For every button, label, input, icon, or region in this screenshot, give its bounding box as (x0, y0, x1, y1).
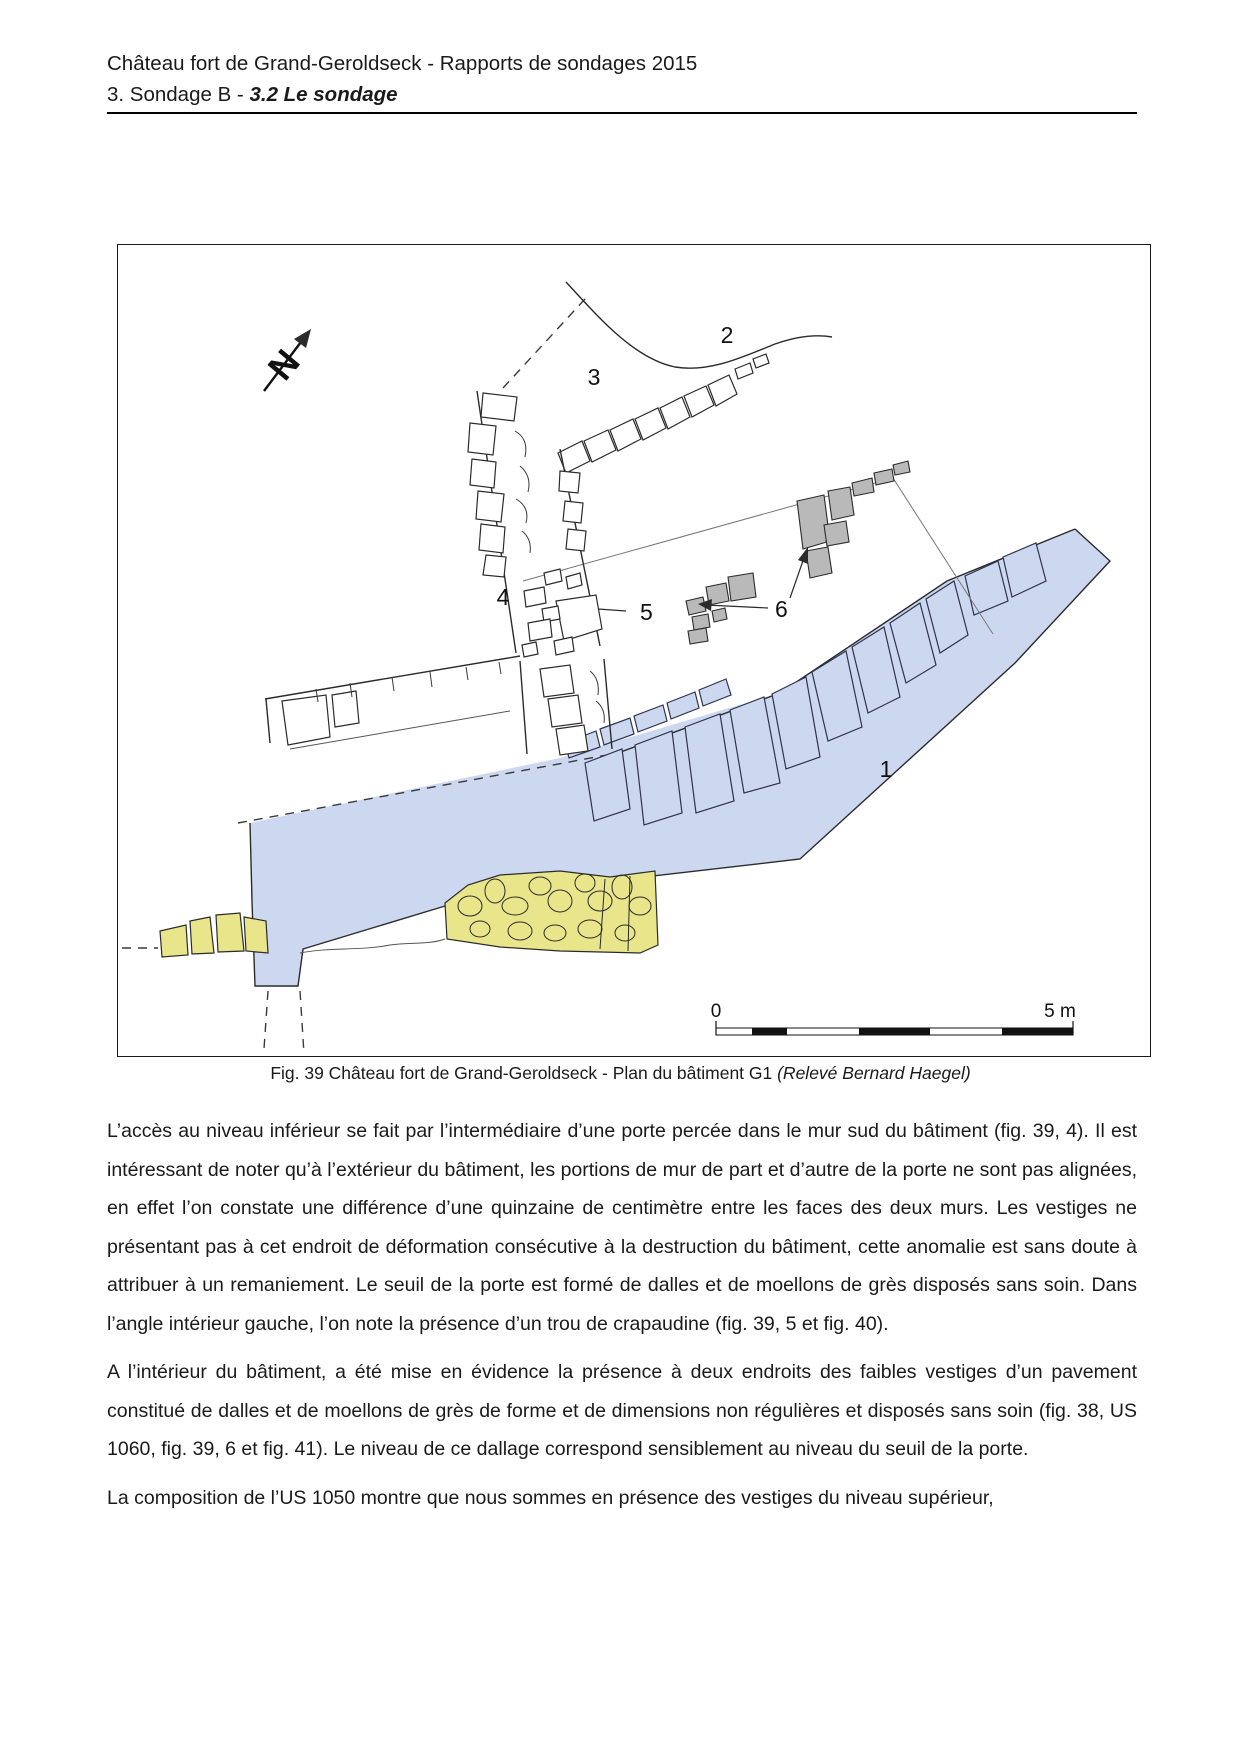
terrain-curve-2 (566, 282, 832, 368)
label-2: 2 (720, 322, 734, 348)
caption-main: Fig. 39 Château fort de Grand-Geroldseck - Plan du bâtiment G1 (270, 1063, 778, 1083)
north-arrow (260, 329, 311, 391)
paragraph-3: La composition de l’US 1050 montre que nous sommes en présence des vestiges du niveau supérieur, (107, 1486, 994, 1509)
caption-credit: (Relevé Bernard Haegel) (777, 1063, 971, 1083)
figure-39-plan (117, 244, 1151, 1057)
paragraph-2: A l’intérieur du bâtiment, a été mise en évidence la présence à deux endroits des faibles vestiges d’un pavement constitué de dalles et de moellons de grès de forme et de dimensions non régulières et disposés sans soin (fig. 38, US 1060, fig. 39, 6 et fig. 41). Le niveau de ce dallage correspond sensiblement au niveau du seuil de la porte. (107, 1361, 1137, 1460)
label-4: 4 (496, 584, 510, 610)
figure-caption (0, 1063, 1241, 1084)
header-rule (107, 112, 1137, 114)
projection-dashed-lines (264, 991, 304, 1054)
south-wall (265, 656, 520, 749)
threshold-slab-crapaudine (556, 595, 602, 641)
leader-5 (598, 609, 626, 611)
header-line2-prefix: 3. Sondage B - (107, 83, 250, 106)
header-line2 (107, 79, 1137, 110)
pavement-stones-inner (686, 573, 756, 644)
pavement-stones-corner (797, 461, 910, 578)
header-line1: Château fort de Grand-Geroldseck - Rapports de sondages 2015 (107, 52, 698, 75)
scale-bar (711, 1001, 1076, 1035)
upper-wall-3 (503, 282, 832, 473)
paragraph-1: L’accès au niveau inférieur se fait par l’intermédiaire d’une porte percée dans le mur sud du bâtiment (fig. 39, 4). Il est intéressant de noter qu’à l’extérieur du bâtiment, les portions de mur de part et d’autre de la porte ne sont pas alignées, en effet l’on constate une différence d’une quinzaine de centimètre entre les faces des deux murs. Les vestiges ne présentant pas à cet endroit de déformation consécutive à la destruction du bâtiment, cette anomalie est sans doute à attribuer à un remaniement. Le seuil de la porte est formé de dalles et de moellons de grès disposés sans soin. Dans l’angle intérieur gauche, l’on note la présence d’un trou de crapaudine (fig. 39, 5 et fig. 40). (107, 1120, 1137, 1335)
yellow-wall-left (122, 913, 268, 957)
arrow-6-left (706, 605, 768, 608)
door-threshold (522, 569, 602, 657)
site-plan-svg (118, 245, 1150, 1056)
page-header (107, 48, 1137, 110)
scale-five-m: 5 m (1044, 1001, 1076, 1022)
label-5: 5 (640, 599, 653, 625)
label-1: 1 (879, 756, 893, 782)
label-6: 6 (775, 596, 788, 622)
header-line2-section: 3.2 Le sondage (249, 83, 398, 106)
north-letter: N (259, 341, 308, 388)
body-text (107, 1112, 1137, 1527)
blue-wall-band (238, 529, 1110, 986)
label-3: 3 (587, 364, 601, 390)
scale-zero: 0 (710, 1001, 722, 1022)
